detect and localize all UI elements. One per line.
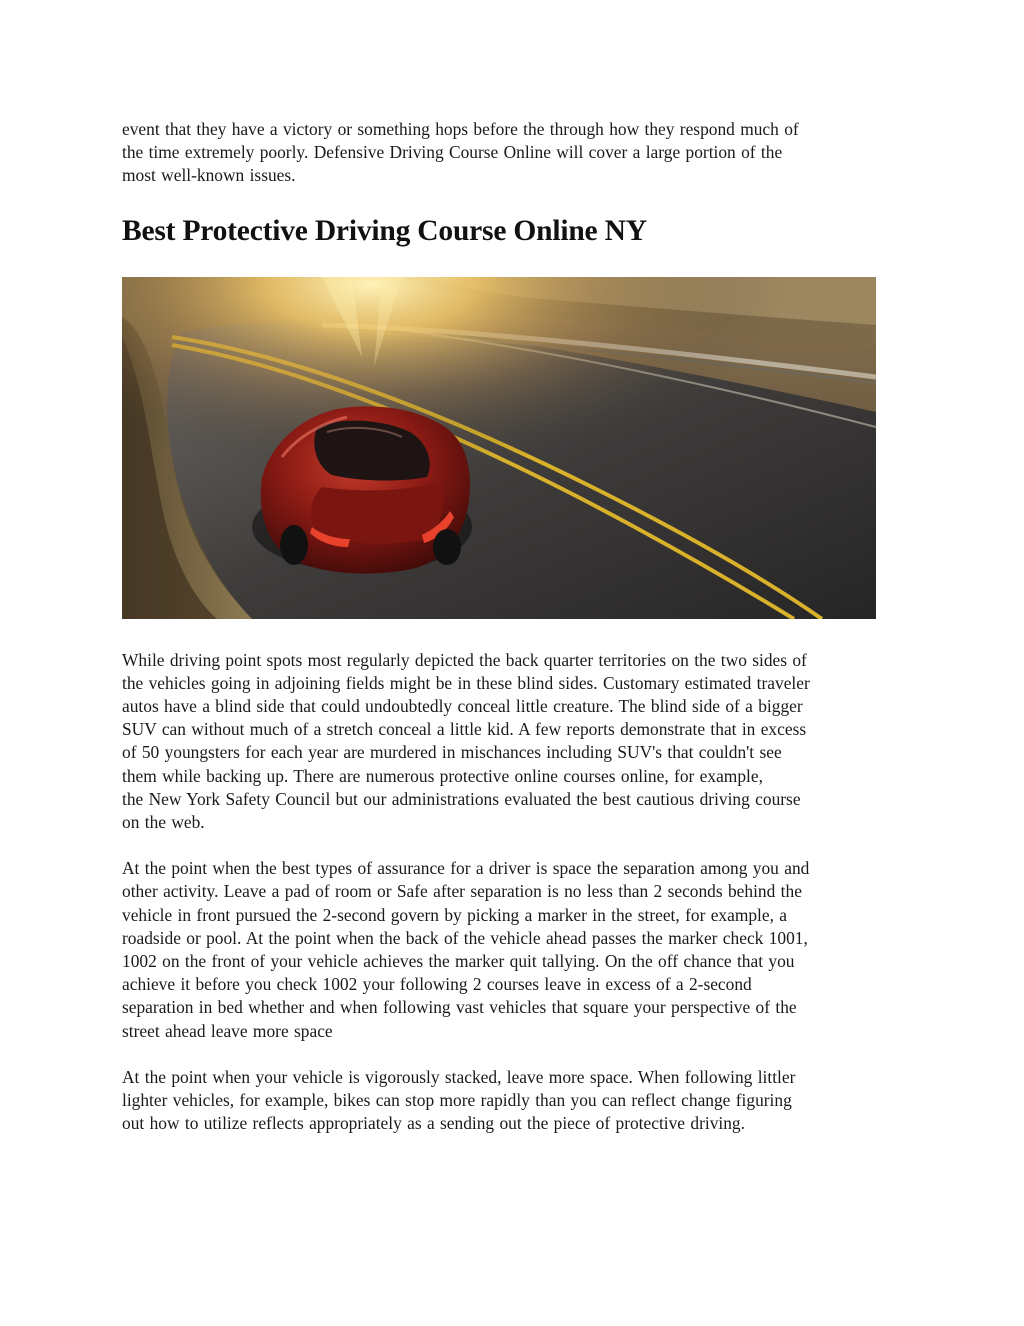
body-paragraph-3 — [122, 1066, 898, 1136]
text-line: At the point when the best types of assurance for a driver is space the separation among you and — [122, 858, 810, 879]
document-page — [122, 118, 898, 1135]
text-line: While driving point spots most regularly depicted the back quarter territories on the two sides of — [122, 649, 807, 670]
car-road-photo — [122, 277, 876, 619]
text-line: roadside or pool. At the point when the back of the vehicle ahead passes the marker check 1001, — [122, 927, 808, 948]
text-line: achieve it before you check 1002 your following 2 courses leave in excess of a 2-second — [122, 974, 752, 995]
text-line: 1002 on the front of your vehicle achieves the marker quit tallying. On the off chance that you — [122, 951, 795, 972]
text-line: SUV can without much of a stretch conceal a little kid. A few reports demonstrate that in excess — [122, 719, 807, 740]
section-heading: Best Protective Driving Course Online NY — [122, 214, 647, 247]
intro-paragraph — [122, 118, 898, 188]
text-line: the vehicles going in adjoining fields might be in these blind sides. Customary estimated traveler — [122, 672, 810, 693]
text-line: the New York Safety Council but our administrations evaluated the best cautious driving course — [122, 788, 801, 809]
text-line: them while backing up. There are numerous protective online courses online, for example, — [122, 765, 763, 786]
body-paragraph-2 — [122, 857, 898, 1043]
text-line: street ahead leave more space — [122, 1020, 333, 1041]
text-line: event that they have a victory or something hops before the through how they respond much of — [122, 119, 799, 139]
text-line: vehicle in front pursued the 2-second govern by picking a marker in the street, for example, a — [122, 904, 788, 925]
text-line: other activity. Leave a pad of room or Safe after separation is no less than 2 seconds behind the — [122, 881, 802, 902]
photo-illustration — [122, 277, 876, 619]
text-line: out how to utilize reflects appropriately as a sending out the piece of protective driving. — [122, 1113, 745, 1134]
text-line: At the point when your vehicle is vigorously stacked, leave more space. When following littler — [122, 1066, 796, 1087]
text-line: lighter vehicles, for example, bikes can stop more rapidly than you can reflect change figuring — [122, 1090, 792, 1111]
text-line: most well-known issues. — [122, 165, 296, 186]
text-line: of 50 youngsters for each year are murdered in mischances including SUV's that couldn't see — [122, 742, 782, 763]
text-line: separation in bed whether and when following vast vehicles that square your perspective of the — [122, 997, 797, 1018]
text-line: autos have a blind side that could undoubtedly conceal little creature. The blind side of a bigger — [122, 696, 803, 717]
text-line: on the web. — [122, 812, 205, 833]
text-line: the time extremely poorly. Defensive Driving Course Online will cover a large portion of the — [122, 142, 783, 163]
body-paragraph-1 — [122, 649, 898, 835]
